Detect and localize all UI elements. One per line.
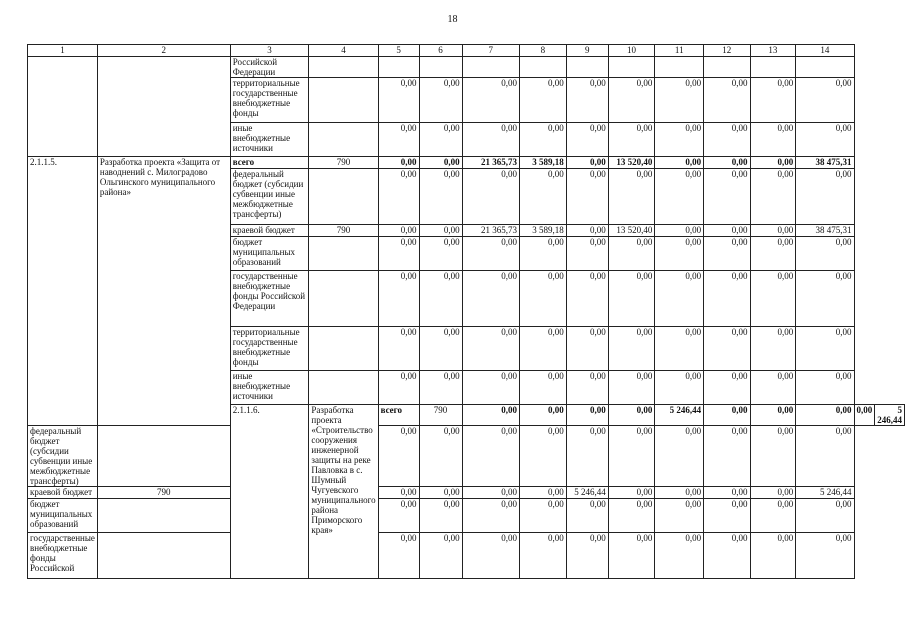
amount-cell-col-14: 0,00 xyxy=(796,237,854,271)
column-header-8: 8 xyxy=(520,45,567,57)
measure-id: 2.1.1.5. xyxy=(28,157,98,426)
amount-cell-col-7: 0,00 xyxy=(462,426,519,487)
funding-source: краевой бюджет xyxy=(28,487,98,499)
amount-cell-col-8: 0,00 xyxy=(520,169,567,225)
funding-source: федеральный бюджет (субсидии субвенции иные межбюджетные трансферты) xyxy=(28,426,98,487)
amount-cell-col-12: 0,00 xyxy=(704,237,750,271)
amount-cell-col-10: 0,00 xyxy=(608,123,655,157)
measure-name: Разработка проекта «Строительство сооружения инженерной защиты на реке Павловка в с. Шумный Чугуевского муниципального района Приморского края» xyxy=(309,405,378,579)
amount-cell-col-12: 0,00 xyxy=(704,371,750,405)
amount-cell-col-8: 0,00 xyxy=(520,78,567,123)
amount-cell-col-9: 0,00 xyxy=(566,327,608,371)
amount-cell-col-11: 0,00 xyxy=(655,169,704,225)
amount-cell-col-11: 0,00 xyxy=(655,499,704,533)
table-row xyxy=(28,487,905,499)
amount-cell-col-8: 0,00 xyxy=(520,327,567,371)
amount-cell-col-7: 0,00 xyxy=(462,237,519,271)
amount-cell-col-11: 0,00 xyxy=(655,426,704,487)
amount-cell-col-9: 0,00 xyxy=(566,271,608,327)
amount-cell-col-11: 0,00 xyxy=(655,237,704,271)
funding-source: федеральный бюджет (субсидии субвенции иные межбюджетные трансферты) xyxy=(230,169,309,225)
amount-cell-col-8: 0,00 xyxy=(520,271,567,327)
funding-source: государственные внебюджетные фонды Российской xyxy=(28,533,98,579)
funding-source: территориальные государственные внебюджетные фонды xyxy=(230,78,309,123)
amount-cell-col-5: 0,00 xyxy=(378,225,419,237)
amount-cell-col-13: 0,00 xyxy=(750,271,796,327)
amount-cell-col-12: 0,00 xyxy=(704,487,750,499)
amount-cell-col-10: 0,00 xyxy=(608,237,655,271)
budget-code xyxy=(97,426,230,487)
budget-code xyxy=(309,57,378,78)
amount-cell-col-5: 0,00 xyxy=(378,487,419,499)
amount-cell-col-11: 0,00 xyxy=(655,533,704,579)
amount-cell-col-14: 0,00 xyxy=(796,271,854,327)
funding-source: Российской Федерации xyxy=(230,57,309,78)
amount-cell-col-14: 5 246,44 xyxy=(875,405,905,426)
amount-cell-col-12: 0,00 xyxy=(704,499,750,533)
amount-cell-col-12: 0,00 xyxy=(796,405,854,426)
measure-id: 2.1.1.6. xyxy=(230,405,309,579)
amount-cell-col-9: 0,00 xyxy=(566,169,608,225)
amount-cell-col-11: 0,00 xyxy=(655,157,704,169)
amount-cell-col-6: 0,00 xyxy=(419,78,462,123)
amount-cell-col-14: 38 475,31 xyxy=(796,157,854,169)
amount-cell-col-11: 0,00 xyxy=(655,487,704,499)
amount-cell-col-9 xyxy=(566,57,608,78)
amount-cell-col-14: 0,00 xyxy=(796,169,854,225)
amount-cell-col-6: 0,00 xyxy=(419,237,462,271)
amount-cell-col-5: 0,00 xyxy=(378,271,419,327)
amount-cell-col-5: 0,00 xyxy=(378,371,419,405)
column-header-14: 14 xyxy=(796,45,854,57)
column-header-11: 11 xyxy=(655,45,704,57)
column-header-13: 13 xyxy=(750,45,796,57)
amount-cell-col-10: 0,00 xyxy=(608,533,655,579)
amount-cell-col-11: 0,00 xyxy=(655,225,704,237)
amount-cell-col-13: 0,00 xyxy=(750,499,796,533)
amount-cell-col-11: 0,00 xyxy=(655,271,704,327)
amount-cell-col-6: 0,00 xyxy=(419,426,462,487)
amount-cell-col-10: 0,00 xyxy=(608,371,655,405)
amount-cell-col-13: 0,00 xyxy=(750,225,796,237)
column-header-2: 2 xyxy=(97,45,230,57)
column-header-7: 7 xyxy=(462,45,519,57)
budget-code xyxy=(309,78,378,123)
amount-cell-col-8: 0,00 xyxy=(520,237,567,271)
amount-cell-col-12: 0,00 xyxy=(704,225,750,237)
name-cell-continued xyxy=(97,57,230,157)
amount-cell-col-7: 0,00 xyxy=(462,169,519,225)
budget-code xyxy=(97,499,230,533)
amount-cell-col-8: 0,00 xyxy=(520,123,567,157)
amount-cell-col-14: 0,00 xyxy=(796,533,854,579)
amount-cell-col-10: 0,00 xyxy=(608,426,655,487)
amount-cell-col-14: 0,00 xyxy=(796,78,854,123)
funding-source: территориальные государственные внебюджетные фонды xyxy=(230,327,309,371)
amount-cell-col-7: 21 365,73 xyxy=(462,157,519,169)
amount-cell-col-6 xyxy=(419,57,462,78)
budget-code xyxy=(309,237,378,271)
amount-cell-col-7 xyxy=(462,57,519,78)
amount-cell-col-7: 0,00 xyxy=(462,533,519,579)
amount-cell-col-9: 5 246,44 xyxy=(655,405,704,426)
amount-cell-col-7: 0,00 xyxy=(462,499,519,533)
amount-cell-col-5: 0,00 xyxy=(378,426,419,487)
amount-cell-col-5: 0,00 xyxy=(378,237,419,271)
budget-table xyxy=(27,44,905,579)
budget-code xyxy=(309,169,378,225)
budget-code xyxy=(97,533,230,579)
amount-cell-col-13: 0,00 xyxy=(750,123,796,157)
amount-cell-col-8 xyxy=(520,57,567,78)
amount-cell-col-12: 0,00 xyxy=(704,271,750,327)
column-header-12: 12 xyxy=(704,45,750,57)
funding-source: всего xyxy=(378,405,419,426)
column-header-9: 9 xyxy=(566,45,608,57)
amount-cell-col-12: 0,00 xyxy=(704,533,750,579)
amount-cell-col-7: 0,00 xyxy=(462,271,519,327)
amount-cell-col-14: 38 475,31 xyxy=(796,225,854,237)
table-row xyxy=(28,499,905,533)
funding-source: иные внебюджетные источники xyxy=(230,371,309,405)
amount-cell-col-8: 0,00 xyxy=(520,487,567,499)
amount-cell-col-9: 0,00 xyxy=(566,426,608,487)
amount-cell-col-8: 0,00 xyxy=(520,533,567,579)
amount-cell-col-10: 13 520,40 xyxy=(608,225,655,237)
amount-cell-col-12 xyxy=(704,57,750,78)
amount-cell-col-9: 0,00 xyxy=(566,237,608,271)
header-row xyxy=(28,45,905,57)
amount-cell-col-9: 0,00 xyxy=(566,225,608,237)
amount-cell-col-6: 0,00 xyxy=(419,487,462,499)
amount-cell-col-7: 21 365,73 xyxy=(462,225,519,237)
funding-source: всего xyxy=(230,157,309,169)
column-header-5: 5 xyxy=(378,45,419,57)
amount-cell-col-14: 0,00 xyxy=(796,123,854,157)
amount-cell-col-8: 0,00 xyxy=(520,371,567,405)
amount-cell-col-5: 0,00 xyxy=(378,157,419,169)
amount-cell-col-5: 0,00 xyxy=(378,78,419,123)
budget-code: 790 xyxy=(309,225,378,237)
amount-cell-col-12: 0,00 xyxy=(704,157,750,169)
amount-cell-col-6: 0,00 xyxy=(419,169,462,225)
amount-cell-col-9: 0,00 xyxy=(566,157,608,169)
amount-cell-col-12: 0,00 xyxy=(704,169,750,225)
funding-source: бюджет муниципальных образований xyxy=(230,237,309,271)
table-body xyxy=(28,45,905,579)
amount-cell-col-11: 0,00 xyxy=(655,123,704,157)
amount-cell-col-10: 0,00 xyxy=(608,499,655,533)
amount-cell-col-11 xyxy=(655,57,704,78)
funding-source: краевой бюджет xyxy=(230,225,309,237)
amount-cell-col-14: 0,00 xyxy=(796,499,854,533)
budget-code xyxy=(309,123,378,157)
amount-cell-col-13: 0,00 xyxy=(750,426,796,487)
column-header-6: 6 xyxy=(419,45,462,57)
amount-cell-col-5 xyxy=(378,57,419,78)
table-row xyxy=(28,157,905,169)
amount-cell-col-6: 0,00 xyxy=(419,123,462,157)
amount-cell-col-7: 0,00 xyxy=(462,371,519,405)
amount-cell-col-8: 0,00 xyxy=(608,405,655,426)
column-header-4: 4 xyxy=(309,45,378,57)
amount-cell-col-6: 0,00 xyxy=(419,327,462,371)
funding-source: государственные внебюджетные фонды Российской Федерации xyxy=(230,271,309,327)
amount-cell-col-9: 0,00 xyxy=(566,371,608,405)
amount-cell-col-11: 0,00 xyxy=(655,78,704,123)
amount-cell-col-6: 0,00 xyxy=(419,271,462,327)
amount-cell-col-12: 0,00 xyxy=(704,327,750,371)
amount-cell-col-10: 0,00 xyxy=(704,405,750,426)
amount-cell-col-8: 3 589,18 xyxy=(520,157,567,169)
amount-cell-col-6: 0,00 xyxy=(520,405,567,426)
amount-cell-col-8: 3 589,18 xyxy=(520,225,567,237)
amount-cell-col-8: 0,00 xyxy=(520,499,567,533)
amount-cell-col-6: 0,00 xyxy=(419,499,462,533)
amount-cell-col-13: 0,00 xyxy=(750,371,796,405)
amount-cell-col-6: 0,00 xyxy=(419,157,462,169)
amount-cell-col-5: 0,00 xyxy=(378,327,419,371)
amount-cell-col-7: 0,00 xyxy=(566,405,608,426)
amount-cell-col-6: 0,00 xyxy=(419,371,462,405)
table-row xyxy=(28,533,905,579)
amount-cell-col-14: 0,00 xyxy=(796,426,854,487)
amount-cell-col-9: 0,00 xyxy=(566,78,608,123)
budget-code xyxy=(309,371,378,405)
amount-cell-col-10: 13 520,40 xyxy=(608,157,655,169)
amount-cell-col-9: 0,00 xyxy=(566,123,608,157)
column-header-3: 3 xyxy=(230,45,309,57)
budget-code xyxy=(309,271,378,327)
amount-cell-col-6: 0,00 xyxy=(419,533,462,579)
amount-cell-col-13: 0,00 xyxy=(750,327,796,371)
amount-cell-col-10: 0,00 xyxy=(608,327,655,371)
budget-code: 790 xyxy=(309,157,378,169)
measure-name: Разработка проекта «Защита от наводнений с. Милоградово Ольгинского муниципального района» xyxy=(97,157,230,426)
amount-cell-col-9: 0,00 xyxy=(566,533,608,579)
amount-cell-col-14: 0,00 xyxy=(796,327,854,371)
amount-cell-col-5: 0,00 xyxy=(378,499,419,533)
amount-cell-col-11: 0,00 xyxy=(655,371,704,405)
column-header-1: 1 xyxy=(28,45,98,57)
table-row xyxy=(28,57,905,78)
amount-cell-col-13: 0,00 xyxy=(854,405,875,426)
column-header-10: 10 xyxy=(608,45,655,57)
amount-cell-col-10: 0,00 xyxy=(608,169,655,225)
amount-cell-col-13: 0,00 xyxy=(750,533,796,579)
amount-cell-col-5: 0,00 xyxy=(378,169,419,225)
amount-cell-col-12: 0,00 xyxy=(704,78,750,123)
amount-cell-col-12: 0,00 xyxy=(704,123,750,157)
amount-cell-col-5: 0,00 xyxy=(378,123,419,157)
amount-cell-col-14: 5 246,44 xyxy=(796,487,854,499)
amount-cell-col-13: 0,00 xyxy=(750,237,796,271)
amount-cell-col-5: 0,00 xyxy=(462,405,519,426)
amount-cell-col-10 xyxy=(608,57,655,78)
funding-source: иные внебюджетные источники xyxy=(230,123,309,157)
amount-cell-col-13: 0,00 xyxy=(750,78,796,123)
amount-cell-col-9: 0,00 xyxy=(566,499,608,533)
amount-cell-col-10: 0,00 xyxy=(608,78,655,123)
budget-code: 790 xyxy=(97,487,230,499)
id-cell-continued xyxy=(28,57,98,157)
budget-code: 790 xyxy=(419,405,462,426)
amount-cell-col-7: 0,00 xyxy=(462,123,519,157)
page-number: 18 xyxy=(447,14,458,25)
amount-cell-col-11: 0,00 xyxy=(655,327,704,371)
amount-cell-col-11: 0,00 xyxy=(750,405,796,426)
amount-cell-col-10: 0,00 xyxy=(608,487,655,499)
funding-source: бюджет муниципальных образований xyxy=(28,499,98,533)
amount-cell-col-13: 0,00 xyxy=(750,487,796,499)
amount-cell-col-7: 0,00 xyxy=(462,327,519,371)
amount-cell-col-8: 0,00 xyxy=(520,426,567,487)
amount-cell-col-9: 5 246,44 xyxy=(566,487,608,499)
budget-code xyxy=(309,327,378,371)
amount-cell-col-14: 0,00 xyxy=(796,371,854,405)
amount-cell-col-7: 0,00 xyxy=(462,78,519,123)
amount-cell-col-13: 0,00 xyxy=(750,157,796,169)
table-row xyxy=(28,426,905,487)
amount-cell-col-13 xyxy=(750,57,796,78)
amount-cell-col-13: 0,00 xyxy=(750,169,796,225)
amount-cell-col-7: 0,00 xyxy=(462,487,519,499)
amount-cell-col-12: 0,00 xyxy=(704,426,750,487)
amount-cell-col-14 xyxy=(796,57,854,78)
amount-cell-col-6: 0,00 xyxy=(419,225,462,237)
amount-cell-col-10: 0,00 xyxy=(608,271,655,327)
amount-cell-col-5: 0,00 xyxy=(378,533,419,579)
